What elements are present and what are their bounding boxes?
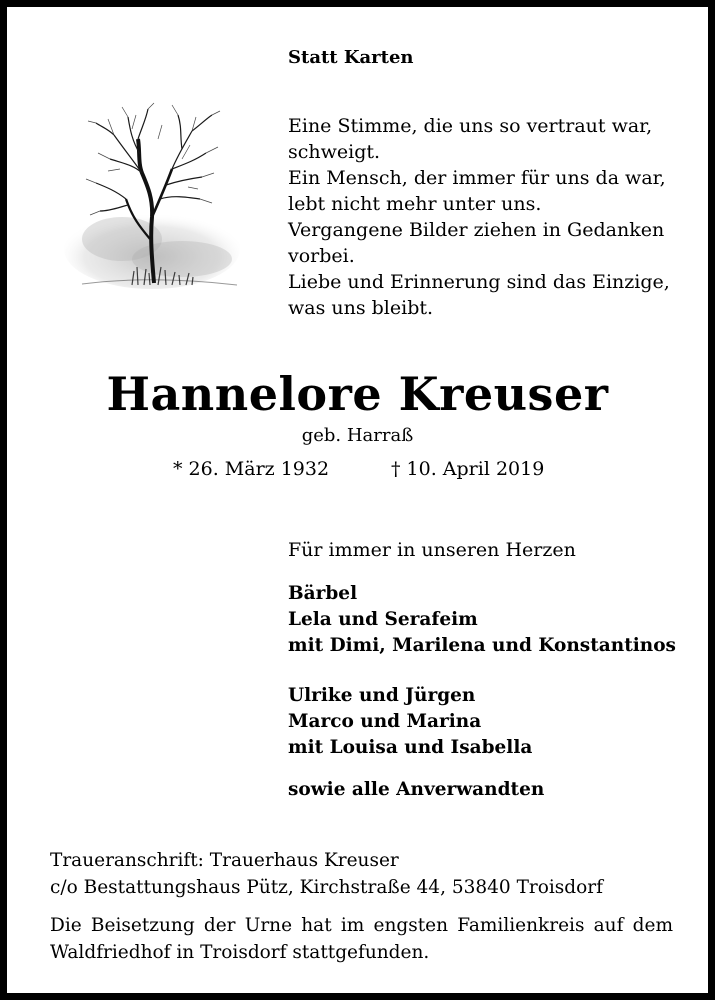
poem-line: was uns bleibt. [288, 297, 434, 319]
closing-line: Für immer in unseren Herzen [288, 539, 576, 561]
poem-line: Eine Stimme, die uns so vertraut war, [288, 115, 653, 137]
funeral-note-line: Waldfriedhof in Troisdorf stattgefunden. [50, 942, 430, 963]
poem-line: Vergangene Bilder ziehen in Gedanken [288, 219, 665, 241]
mourner-group-1 [288, 581, 676, 659]
death-date: † 10. April 2019 [391, 458, 545, 480]
header-statt-karten: Statt Karten [288, 47, 414, 68]
funeral-note [50, 912, 673, 966]
poem [288, 113, 670, 321]
poem-line: Liebe und Erinnerung sind das Einzige, [288, 271, 670, 293]
funeral-address [50, 847, 603, 901]
deceased-name: Hannelore Kreuser [106, 367, 609, 421]
mourner-line: Ulrike und Jürgen [288, 685, 476, 706]
address-line: c/o Bestattungshaus Pütz, Kirchstraße 44, 53840 Troisdorf [50, 877, 603, 898]
mourner-group-2 [288, 683, 532, 761]
poem-line: schweigt. [288, 141, 381, 163]
address-line: Traueranschrift: Trauerhaus Kreuser [50, 850, 399, 871]
poem-line: lebt nicht mehr unter uns. [288, 193, 542, 215]
mourner-line: Bärbel [288, 583, 358, 604]
mourner-line: mit Louisa und Isabella [288, 737, 533, 758]
maiden-name: geb. Harraß [301, 425, 414, 446]
mourner-line: Marco und Marina [288, 711, 482, 732]
bare-tree-icon [62, 99, 247, 309]
mourner-group-3: sowie alle Anverwandten [288, 779, 545, 800]
funeral-note-line: Die Beisetzung der Urne hat im engsten Familienkreis auf dem [50, 915, 673, 936]
mourner-line: Lela und Serafeim [288, 609, 478, 630]
mourner-line: mit Dimi, Marilena und Konstantinos [288, 635, 676, 656]
birth-date: * 26. März 1932 [173, 458, 330, 480]
poem-line: vorbei. [288, 245, 355, 267]
poem-line: Ein Mensch, der immer für uns da war, [288, 167, 666, 189]
